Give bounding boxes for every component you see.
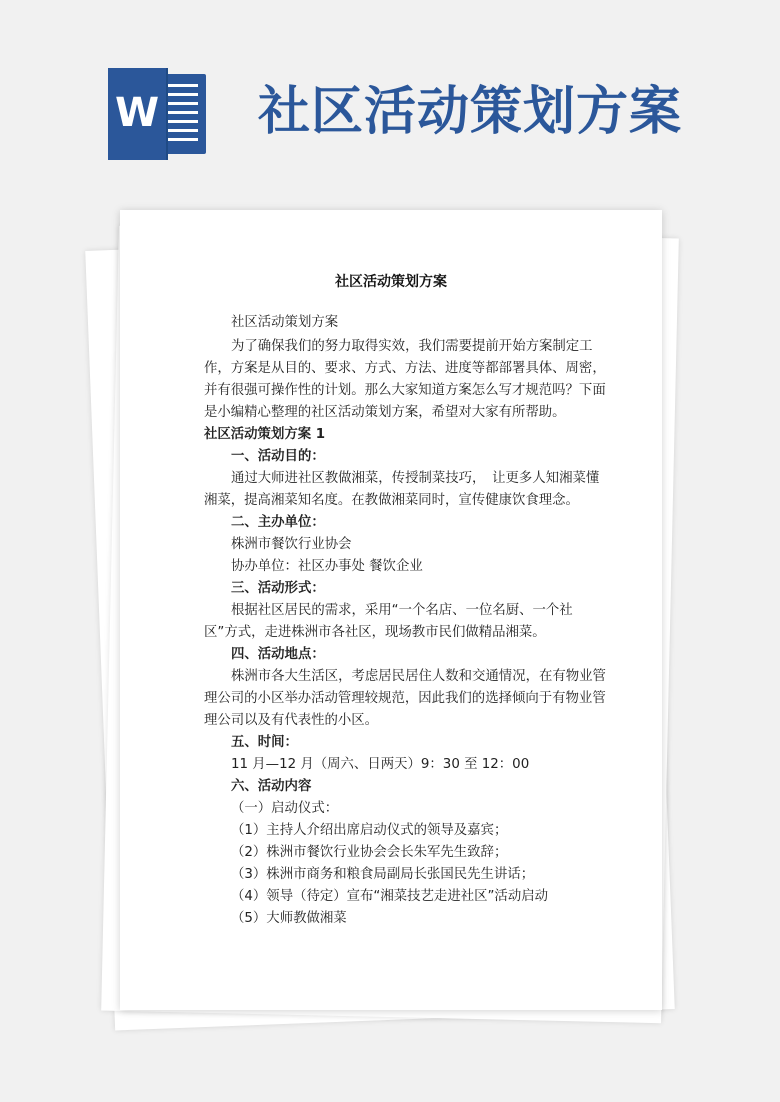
- content-item: （一）启动仪式：: [231, 801, 339, 816]
- section-heading: 六、活动内容: [231, 779, 312, 794]
- content-item: （4）领导（待定）宣布“湘菜技艺走进社区”活动启动: [231, 889, 548, 904]
- banner: [0, 0, 780, 190]
- document-body: [204, 312, 606, 930]
- content-item: （1）主持人介绍出席启动仪式的领导及嘉宾；: [231, 823, 508, 838]
- section-paragraph: 根据社区居民的需求，采用“一个名店、一位名厨、一个社区”方式，走进株洲市各社区，现场教市民们做精品湘菜。: [204, 603, 573, 640]
- plan-heading: 社区活动策划方案 1: [204, 427, 326, 442]
- document-subtitle: 社区活动策划方案: [231, 315, 339, 330]
- document-title: 社区活动策划方案: [335, 274, 447, 290]
- section-paragraph: 株洲市餐饮行业协会: [231, 537, 352, 552]
- word-icon-letter: W: [114, 90, 160, 136]
- section-heading: 三、活动形式：: [231, 581, 325, 596]
- word-icon-badge: [108, 68, 166, 160]
- section-paragraph: 协办单位：社区办事处 餐饮企业: [231, 559, 423, 574]
- word-icon: [108, 68, 208, 160]
- document-page: [120, 210, 662, 1010]
- content-item: （3）株洲市商务和粮食局副局长张国民先生讲话；: [231, 867, 535, 882]
- section-heading: 四、活动地点：: [231, 647, 325, 662]
- banner-title: 社区活动策划方案: [258, 81, 683, 142]
- section-heading: 一、活动目的：: [231, 449, 325, 464]
- section-paragraph: 株洲市各大生活区，考虑居民居住人数和交通情况，在有物业管理公司的小区举办活动管理较规范，因此我们的选择倾向于有物业管理公司以及有代表性的小区。: [204, 669, 606, 728]
- section-heading: 二、主办单位：: [231, 515, 325, 530]
- section-paragraph: 11 月—12 月（周六、日两天）9：30 至 12：00: [231, 757, 530, 772]
- section-paragraph: 通过大师进社区教做湘菜，传授制菜技巧， 让更多人知湘菜懂湘菜，提高湘菜知名度。在教做湘菜同时，宣传健康饮食理念。: [204, 471, 600, 508]
- section-heading: 五、时间：: [231, 735, 298, 750]
- content-item: （5）大师教做湘菜: [231, 911, 347, 926]
- intro-paragraph: 为了确保我们的努力取得实效，我们需要提前开始方案制定工作，方案是从目的、要求、方式、方法、进度等都部署具体、周密，并有很强可操作性的计划。那么大家知道方案怎么写才规范吗？下面是小编精心整理的社区活动策划方案，希望对大家有所帮助。: [204, 339, 606, 420]
- content-item: （2）株洲市餐饮行业协会会长朱军先生致辞；: [231, 845, 508, 860]
